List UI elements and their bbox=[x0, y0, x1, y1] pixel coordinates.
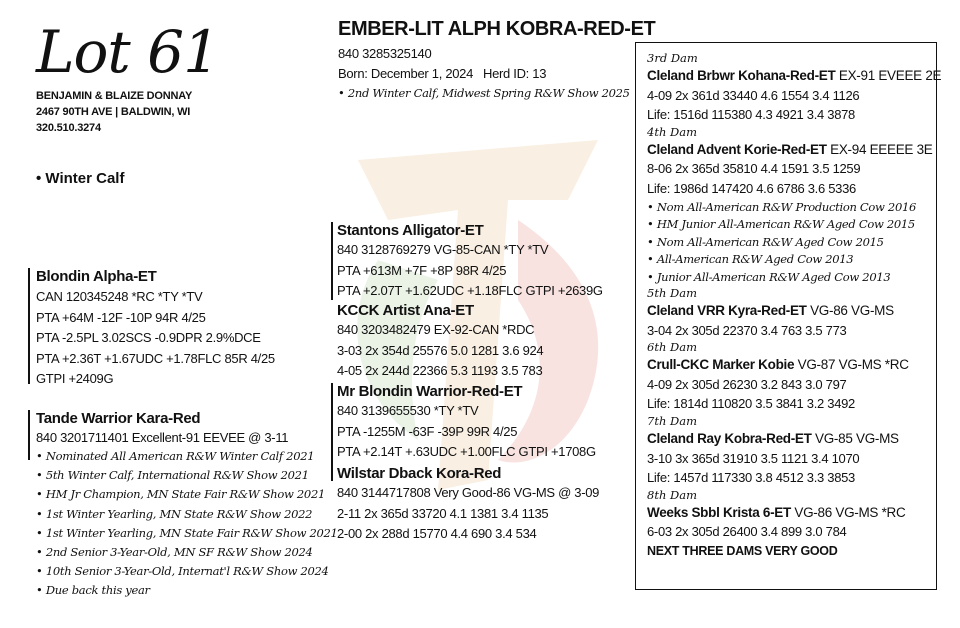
dam-block bbox=[36, 410, 338, 601]
dam-label: 6th Dam bbox=[647, 340, 697, 355]
sire-sire-name: Stantons Alligator-ET bbox=[337, 222, 484, 239]
herd-id: Herd ID: 13 bbox=[482, 66, 547, 81]
award-item: • 1st Winter Yearling, MN State Fair R&W Show 2021 bbox=[36, 525, 338, 540]
sire-bracket bbox=[28, 268, 30, 384]
award-item: • 2nd Senior 3-Year-Old, MN SF R&W Show 2024 bbox=[36, 545, 313, 560]
dam-dam-line: 840 3144717808 Very Good-86 VG-MS @ 3-09 bbox=[337, 485, 600, 500]
dam-entry-name: Cleland Brbwr Kohana-Red-ET EX-91 EVEEE 2E bbox=[647, 68, 942, 83]
sire-line: GTPI +2409G bbox=[36, 371, 114, 386]
award-item: • Due back this year bbox=[36, 583, 150, 598]
award-item: • 5th Winter Calf, International R&W Show 2021 bbox=[36, 468, 309, 483]
animal-award: • 2nd Winter Calf, Midwest Spring R&W Show 2025 bbox=[338, 86, 630, 100]
record-line: 4-09 2x 361d 33440 4.6 1554 3.4 1126 bbox=[647, 87, 860, 103]
award-item: • HM Junior All-American R&W Aged Cow 2015 bbox=[647, 217, 915, 232]
animal-born bbox=[338, 66, 546, 81]
dam-entry-name: Weeks Sbbl Krista 6-ET VG-86 VG-MS *RC bbox=[647, 504, 906, 520]
category-label bbox=[36, 170, 124, 187]
dam-registration: 840 3201711401 Excellent-91 EEVEE @ 3-11 bbox=[36, 430, 289, 445]
consignor-phone: 320.510.3274 bbox=[36, 122, 101, 134]
dam-label: 4th Dam bbox=[647, 124, 697, 139]
sire-dam-line: 4-05 2x 244d 22366 5.3 1193 3.5 783 bbox=[337, 363, 543, 378]
sire-sire-line: 840 3128769279 VG-85-CAN *TY *TV bbox=[337, 242, 549, 257]
dam-sire-block bbox=[337, 383, 596, 463]
consignor-name: BENJAMIN & BLAIZE DONNAY bbox=[36, 90, 193, 102]
sire-dam-block bbox=[337, 302, 543, 382]
dam-label: 8th Dam bbox=[647, 487, 697, 502]
record-line: 8-06 2x 365d 35810 4.4 1591 3.5 1259 bbox=[647, 161, 861, 177]
dam-dam-block bbox=[337, 465, 599, 545]
category-text: Winter Calf bbox=[45, 170, 125, 187]
dam-sire-line: 840 3139655530 *TY *TV bbox=[337, 403, 479, 418]
record-line: 4-09 2x 305d 26230 3.2 843 3.0 797 bbox=[647, 376, 847, 392]
award-item: • HM Jr Champion, MN State Fair R&W Show 2021 bbox=[36, 487, 325, 502]
sire-dam-name: KCCK Artist Ana-ET bbox=[337, 302, 474, 319]
dam-sire-line: PTA +2.14T +.63UDC +1.00FLC GTPI +1708G bbox=[337, 444, 596, 459]
sire-lines bbox=[36, 287, 275, 390]
dam-entry-name: Cleland VRR Kyra-Red-ET VG-86 VG-MS bbox=[647, 303, 894, 319]
animal-registration: 840 3285325140 bbox=[338, 46, 432, 61]
sire-dam-line: 840 3203482479 EX-92-CAN *RDC bbox=[337, 322, 535, 337]
award-item: • Nom All-American R&W Production Cow 2016 bbox=[647, 199, 916, 214]
award-item: • Nom All-American R&W Aged Cow 2015 bbox=[647, 234, 884, 249]
sire-sire-line: PTA +613M +7F +8P 98R 4/25 bbox=[337, 262, 507, 278]
dam-label: 3rd Dam bbox=[647, 51, 698, 65]
dam-dam-line: 2-11 2x 365d 33720 4.1 1381 3.4 1135 bbox=[337, 505, 549, 521]
award-item: • 1st Winter Yearling, MN State R&W Show 2022 bbox=[36, 506, 313, 521]
dam-entry-name: Cleland Ray Kobra-Red-ET VG-85 VG-MS bbox=[647, 431, 899, 447]
dam-sire-line: PTA -1255M -63F -39P 99R 4/25 bbox=[337, 423, 518, 439]
dam-dam-line: 2-00 2x 288d 15770 4.4 690 3.4 534 bbox=[337, 526, 537, 541]
record-line: 3-04 2x 305d 22370 3.4 763 3.5 773 bbox=[647, 322, 847, 338]
award-item: • Junior All-American R&W Aged Cow 2013 bbox=[647, 269, 891, 284]
lot-number: Lot 61 bbox=[36, 18, 219, 86]
sire-line: PTA -2.5PL 3.02SCS -0.9DPR 2.9%DCE bbox=[36, 330, 261, 345]
record-line: 3-10 3x 365d 31910 3.5 1121 3.4 1070 bbox=[647, 450, 860, 466]
born-date: Born: December 1, 2024 bbox=[338, 66, 474, 81]
record-line: Life: 1516d 115380 4.3 4921 3.4 3878 bbox=[647, 107, 855, 123]
dam-label: 7th Dam bbox=[647, 414, 697, 429]
dam-name: Tande Warrior Kara-Red bbox=[36, 410, 201, 427]
bullet-icon: • bbox=[36, 170, 46, 187]
maternal-line-content bbox=[647, 51, 941, 562]
award-item: • 10th Senior 3-Year-Old, Internat'l R&W Show 2024 bbox=[36, 564, 329, 579]
dam-dam-name: Wilstar Dback Kora-Red bbox=[337, 465, 502, 482]
consignor-address: 2467 90TH AVE | BALDWIN, WI bbox=[36, 106, 191, 118]
record-line: Life: 1457d 117330 3.8 4512 3.3 3853 bbox=[647, 470, 855, 486]
sire-sire-bracket bbox=[331, 222, 333, 300]
sire-line: PTA +64M -12F -10P 94R 4/25 bbox=[36, 309, 206, 325]
award-item: • All-American R&W Aged Cow 2013 bbox=[647, 252, 854, 267]
dam-bracket bbox=[28, 410, 30, 460]
dam-label: 5th Dam bbox=[647, 286, 697, 301]
footer-note: NEXT THREE DAMS VERY GOOD bbox=[647, 544, 838, 558]
sire-sire-block bbox=[337, 222, 603, 302]
dam-entry-name: Cleland Advent Korie-Red-ET EX-94 EEEEE 3E bbox=[647, 141, 933, 157]
record-line: Life: 1814d 110820 3.5 3841 3.2 3492 bbox=[647, 396, 855, 412]
sire-line: CAN 120345248 *RC *TY *TV bbox=[36, 289, 203, 304]
record-line: Life: 1986d 147420 4.6 6786 3.6 5336 bbox=[647, 180, 856, 196]
animal-name: EMBER-LIT ALPH KOBRA-RED-ET bbox=[338, 18, 656, 40]
sire-line: PTA +2.36T +1.67UDC +1.78FLC 85R 4/25 bbox=[36, 350, 275, 366]
dam-awards bbox=[36, 447, 338, 601]
sire-block bbox=[36, 268, 275, 390]
dam-entry-name: Crull-CKC Marker Kobie VG-87 VG-MS *RC bbox=[647, 357, 909, 373]
sire-sire-line: PTA +2.07T +1.62UDC +1.18FLC GTPI +2639G bbox=[337, 283, 603, 298]
record-line: 6-03 2x 305d 26400 3.4 899 3.0 784 bbox=[647, 524, 847, 540]
dam-sire-name: Mr Blondin Warrior-Red-ET bbox=[337, 383, 523, 400]
sire-name: Blondin Alpha-ET bbox=[36, 268, 157, 285]
dam-sire-bracket bbox=[331, 383, 333, 481]
award-item: • Nominated All American R&W Winter Calf 2021 bbox=[36, 449, 315, 463]
maternal-line-box bbox=[635, 42, 942, 590]
sire-dam-line: 3-03 2x 354d 25576 5.0 1281 3.6 924 bbox=[337, 342, 544, 358]
